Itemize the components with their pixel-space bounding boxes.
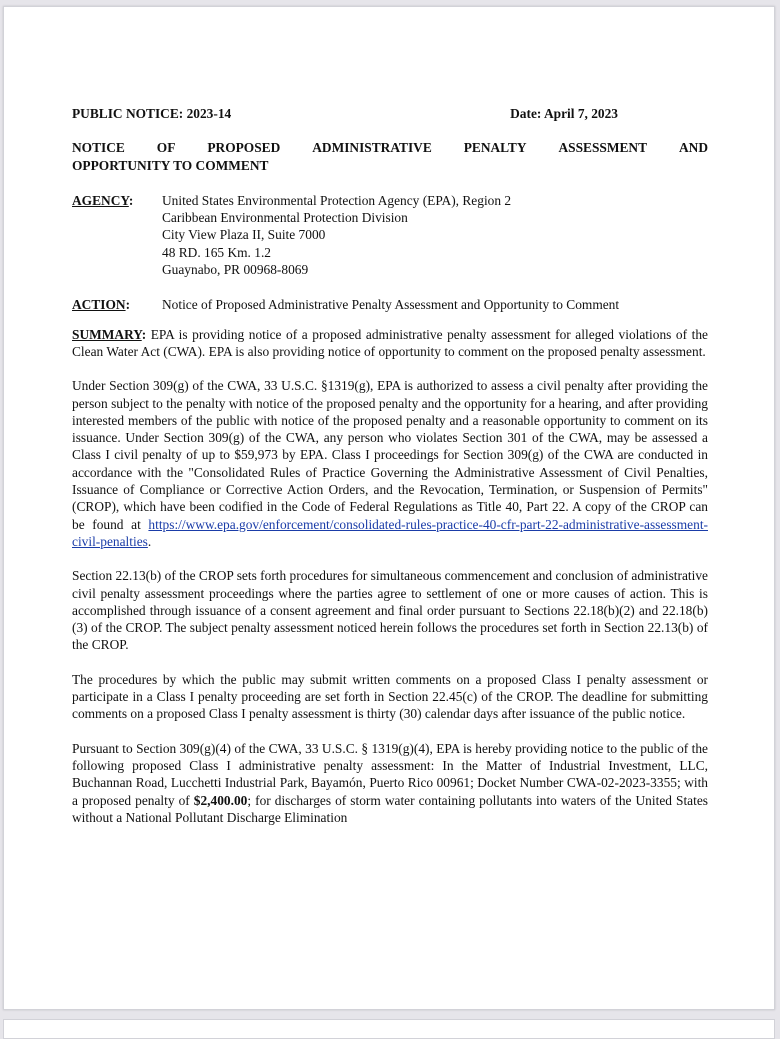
proposed-assessment-paragraph (72, 740, 708, 826)
authority-text: Under Section 309(g) of the CWA, 33 U.S.C. §1319(g), EPA is authorized to assess a civil penalty after providing the person subject to the penalty with notice of the proposed penalty and the opportunity for a hearing, and after providing interested members of the public with notice of the proposed penalty and a reasonable opportunity to comment on its issuance. Under Section 309(g) of the CWA, any person who violates Section 301 of the CWA, may be assessed a Class I civil penalty of up to $59,973 by EPA. Class I proceedings for Section 309(g) of the CWA are conducted in accordance with the "Consolidated Rules of Practice Governing the Administrative Assessment of Civil Penalties, Issuance of Compliance or Corrective Action Orders, and the Revocation, Termination, or Suspension of Permits" (CROP), which have been codified in the Code of Federal Regulations as Title 40, Part 22. A copy of the CROP can be found at (72, 378, 708, 532)
agency-line: Caribbean Environmental Protection Division (162, 210, 408, 226)
title-line-2: OPPORTUNITY TO COMMENT (72, 157, 269, 173)
assessment-end: ; for discharges of storm water containing pollutants into waters of the United States without a National Pollutant Discharge Elimination (72, 792, 708, 825)
summary-label: SUMMARY (72, 326, 142, 342)
document-content (72, 105, 708, 839)
summary-text: EPA is providing notice of a proposed administrative penalty assessment for alleged violations of the Clean Water Act (CWA). EPA is also providing notice of opportunity to comment on the proposed penalty assessment. (72, 326, 708, 359)
notice-date: Date: April 7, 2023 (510, 106, 618, 121)
agency-address (162, 192, 511, 278)
authority-end: . (147, 533, 152, 549)
crop-link[interactable]: https://www.epa.gov/enforcement/consolidated-rules-practice-40-cfr-part-22-administrative-assessment-civil-penalties (72, 516, 708, 549)
agency-label-wrap (72, 192, 162, 278)
title-word: ADMINISTRATIVE (312, 140, 432, 156)
agency-label: AGENCY (72, 192, 129, 208)
comment-procedures-paragraph: The procedures by which the public may submit written comments on a proposed Class I penalty assessment or participate in a Class I penalty proceeding are set forth in Section 22.45(c) of the CROP. The deadline for submitting comments on a proposed Class I penalty assessment is thirty (30) calendar days after issuance of the public notice. (72, 671, 708, 722)
notice-header (72, 105, 708, 122)
action-label-wrap (72, 296, 162, 313)
agency-colon: : (128, 192, 134, 208)
title-word: PROPOSED (207, 140, 281, 156)
action-section (72, 296, 708, 313)
authority-paragraph (72, 377, 708, 550)
summary-colon: : (141, 326, 147, 342)
action-text: Notice of Proposed Administrative Penalty Assessment and Opportunity to Comment (162, 297, 620, 313)
notice-number: PUBLIC NOTICE: 2023-14 (72, 106, 232, 121)
agency-section (72, 192, 708, 278)
title-word: NOTICE (72, 140, 125, 156)
assessment-text: Pursuant to Section 309(g)(4) of the CWA, 33 U.S.C. § 1319(g)(4), EPA is hereby providing notice to the public of the following proposed Class I administrative penalty assessment: In the Matter of Industrial Investment, LLC, Buchannan Road, Lucchetti Industrial Park, Bayamón, Puerto Rico 00961; Docket Number CWA-02-2023-3355; with a proposed penalty of (72, 740, 708, 808)
title-word: AND (678, 140, 708, 156)
penalty-amount: $2,400.00 (193, 792, 248, 808)
title-line-1 (72, 139, 708, 156)
agency-line: 48 RD. 165 Km. 1.2 (162, 244, 271, 260)
title-word: PENALTY (463, 140, 527, 156)
title-word: ASSESSMENT (558, 140, 648, 156)
crop-procedures-paragraph: Section 22.13(b) of the CROP sets forth procedures for simultaneous commencement and conclusion of administrative civil penalty assessment proceedings where the parties agree to settlement of one or more causes of action. This is accomplished through issuance of a consent agreement and final order pursuant to Sections 22.18(b)(2) and 22.18(b)(3) of the CROP. The subject penalty assessment noticed herein follows the procedures set forth in Section 22.13(b) of the CROP. (72, 568, 708, 653)
agency-line: Guaynabo, PR 00968-8069 (162, 262, 309, 278)
agency-line: City View Plaza II, Suite 7000 (162, 227, 326, 243)
agency-line: United States Environmental Protection Agency (EPA), Region 2 (162, 192, 512, 208)
notice-title (72, 139, 708, 174)
action-colon: : (125, 297, 131, 313)
next-page-edge (3, 1019, 775, 1039)
action-label: ACTION (72, 297, 126, 313)
title-word: OF (156, 140, 176, 156)
summary-paragraph (72, 326, 708, 361)
document-page (3, 6, 775, 1010)
